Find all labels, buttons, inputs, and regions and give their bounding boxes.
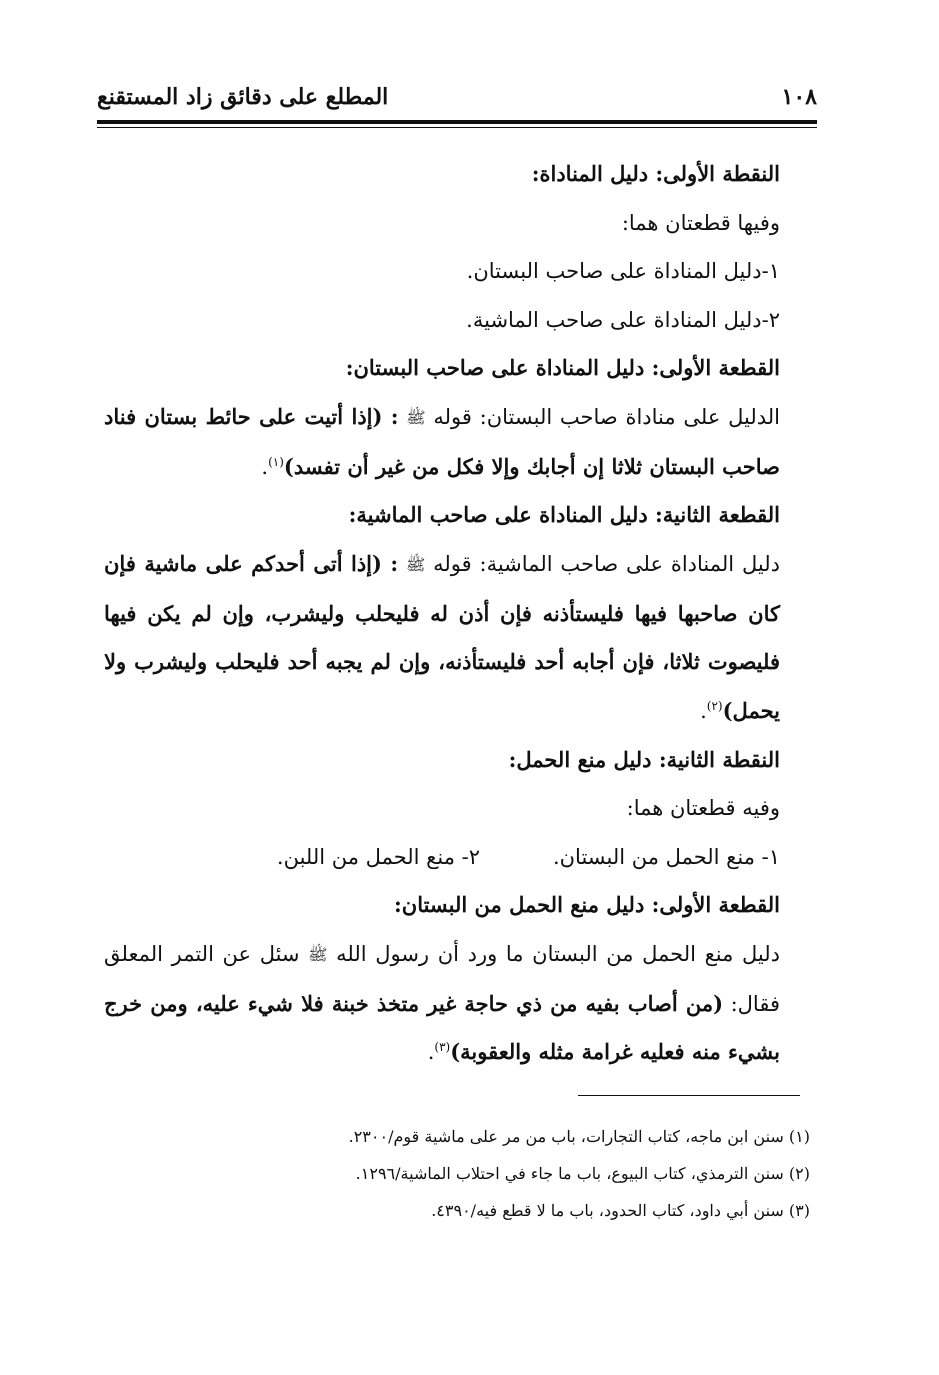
subsection-heading: القطعة الثانية: دليل المناداة على صاحب الماشية: (348, 502, 780, 528)
section-heading: النقطة الأولى: دليل المناداة: (531, 161, 780, 186)
paragraph (104, 540, 780, 736)
period: . (700, 698, 707, 723)
paragraph-lead: دليل منع الحمل من البستان ما ورد أن رسول الله (336, 941, 780, 966)
page-number: ١٠٨ (781, 84, 817, 110)
paragraph (104, 930, 780, 1077)
subsection-heading: القطعة الأولى: دليل المناداة على صاحب البستان: (345, 355, 780, 381)
list-item: ٢- منع الحمل من اللبن. (276, 844, 480, 869)
footnote-ref: (٢) (706, 698, 723, 713)
salutation-glyph: ﷺ (405, 555, 426, 575)
book-title: المطلع على دقائق زاد المستقنع (97, 84, 389, 110)
paragraph-mid: سئل عن التمر المعلق فقال: (104, 941, 780, 1016)
running-header (97, 84, 817, 118)
list-item: ٢-دليل المناداة على صاحب الماشية. (466, 307, 780, 332)
hadith-quote: (من أصاب بفيه من ذي حاجة غير متخذ خبنة فلا شيء عليه، ومن خرج بشيء منه فعليه غرامة مثله والعقوبة) (104, 990, 780, 1065)
text-line: وفيه قطعتان هما: (626, 796, 780, 821)
subsection-heading: القطعة الأولى: دليل منع الحمل من البستان: (394, 892, 780, 918)
header-rule-thin (97, 127, 817, 128)
footnote: (٣) سنن أبي داود، كتاب الحدود، باب ما لا قطع فيه/٤٣٩٠. (431, 1201, 810, 1220)
paragraph-lead: دليل المناداة على صاحب الماشية: قوله (433, 551, 780, 576)
list-item: ١- منع الحمل من البستان. (552, 844, 780, 869)
salutation-glyph: ﷺ (406, 408, 426, 428)
footnote-ref: (٣) (434, 1040, 451, 1055)
period: . (427, 1040, 435, 1065)
footnote-ref: (١) (268, 454, 284, 469)
salutation-glyph: ﷺ (308, 945, 328, 965)
footnote-separator (578, 1095, 800, 1096)
hadith-quote: : (إذا أتيت على حائط بستان فناد صاحب البستان ثلاثا إن أجابك وإلا فكل من غير أن تفسد) (104, 403, 780, 479)
period: . (261, 454, 269, 479)
footnotes (200, 1118, 810, 1229)
footnote: (٢) سنن الترمذي، كتاب البيوع، باب ما جاء في احتلاب الماشية/١٢٩٦. (355, 1164, 810, 1183)
main-text (104, 150, 780, 1077)
two-column-list (104, 833, 780, 882)
list-item: ١-دليل المناداة على صاحب البستان. (466, 259, 780, 284)
paragraph (104, 393, 780, 491)
paragraph-lead: الدليل على مناداة صاحب البستان: قوله (433, 404, 780, 429)
header-rule-thick (97, 120, 817, 124)
hadith-quote: : (إذا أتى أحدكم على ماشية فإن كان صاحبها فيها فليستأذنه فإن أذن له فليحلب وليشرب، وإن لم يكن فيها فليصوت ثلاثا، فإن أجابه أحد فليستأذنه، وإن لم يجبه أحد فليحلب وليشرب ولا يحمل) (104, 550, 780, 723)
footnote: (١) سنن ابن ماجه، كتاب التجارات، باب من مر على ماشية قوم/٢٣٠٠. (348, 1127, 810, 1146)
section-heading: النقطة الثانية: دليل منع الحمل: (508, 746, 780, 772)
text-line: وفيها قطعتان هما: (621, 210, 780, 235)
